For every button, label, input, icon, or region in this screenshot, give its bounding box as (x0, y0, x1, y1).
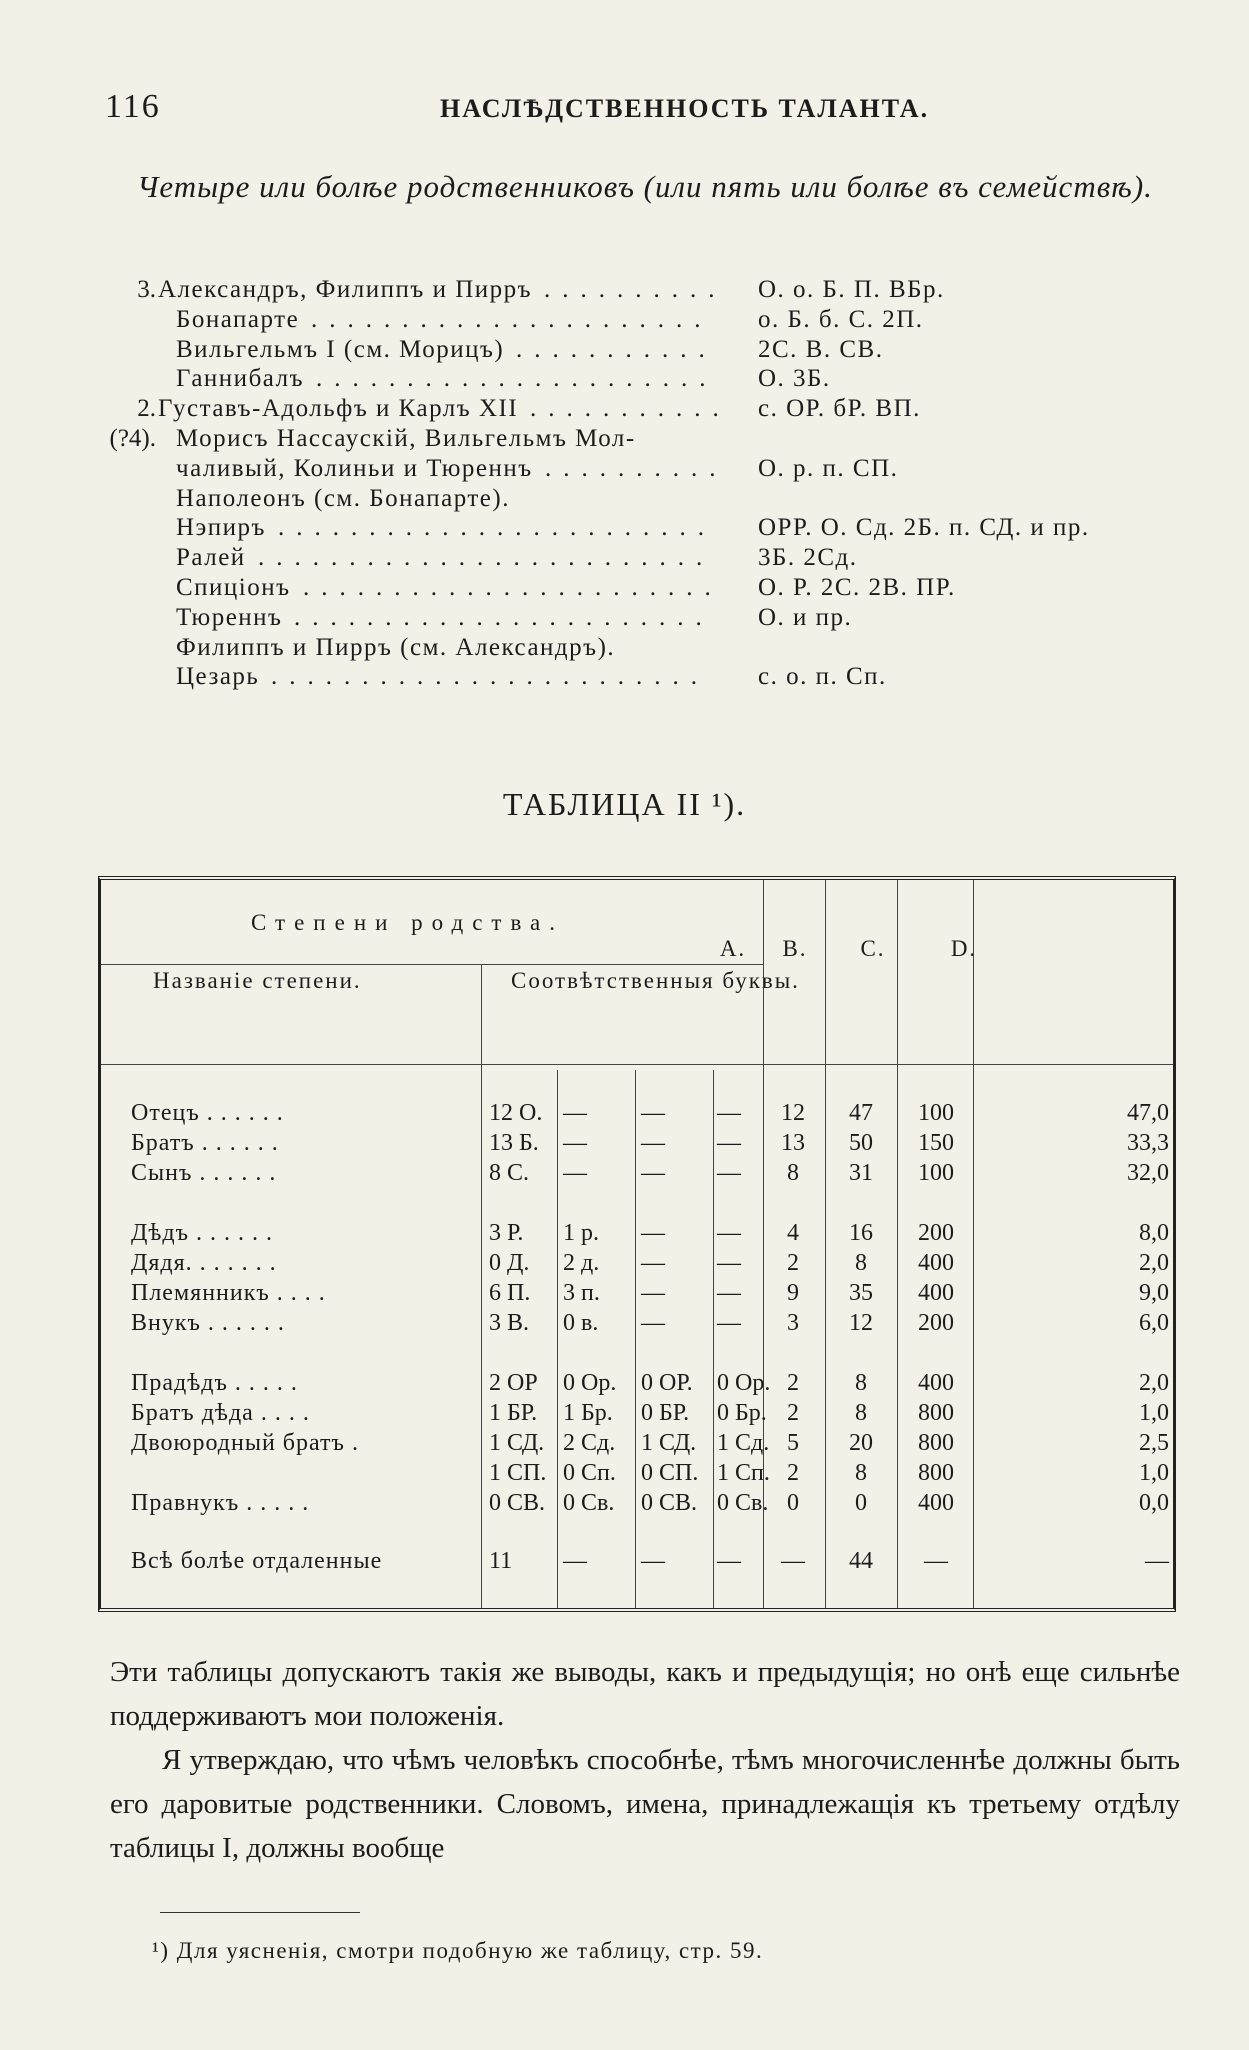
table-cell-c: 400 (918, 1370, 954, 1396)
entry-name: чаливый, Колиньи и Тюреннъ (176, 454, 533, 482)
table-cell-l1: 3 Р. (489, 1220, 524, 1246)
table-cell-l4: — (717, 1160, 741, 1186)
group-header: Степени родства. (251, 910, 564, 935)
table-cell-d: 2,0 (1139, 1370, 1169, 1396)
table-cell-l3: 0 СВ. (641, 1490, 698, 1516)
dot-leader: ........................ (271, 663, 709, 691)
table-cell-l1: 12 О. (489, 1100, 543, 1126)
table-cell-a: 4 (787, 1220, 799, 1246)
kinship-table (98, 876, 1176, 1612)
column-rule (635, 1070, 636, 1608)
table-cell-c: 400 (918, 1250, 954, 1276)
entry-number: 2. (137, 395, 156, 423)
table-cell-d: 9,0 (1139, 1280, 1169, 1306)
table-cell-l4: 0 Св. (717, 1490, 769, 1516)
table-cell-l4: — (717, 1100, 741, 1126)
table-cell-l2: 2 д. (563, 1250, 600, 1276)
dot-leader: ...................... (316, 365, 718, 393)
table-cell-l2: 1 р. (563, 1220, 599, 1246)
table-cell-l1: 0 Д. (489, 1250, 530, 1276)
table-cell-l4: 1 Сд. (717, 1430, 770, 1456)
table-cell-a: — (781, 1548, 805, 1574)
entry-row (0, 455, 1249, 485)
entry-row (0, 634, 1249, 664)
dot-leader: ...................... (311, 305, 713, 333)
table-cell-a: 2 (787, 1460, 799, 1486)
table-cell-c: 800 (918, 1460, 954, 1486)
table-cell-l1: 1 СД. (489, 1430, 545, 1456)
table-row-label: Всѣ болѣе отдаленные (131, 1548, 383, 1574)
entry-code: с. ОР. бР. ВП. (758, 395, 921, 423)
entry-row (0, 485, 1249, 515)
table-cell-b: 16 (849, 1220, 873, 1246)
header-rule (101, 1064, 1173, 1065)
table-cell-l3: 0 СП. (641, 1460, 699, 1486)
table-cell-l1: 1 СП. (489, 1460, 547, 1486)
table-cell-l4: — (717, 1220, 741, 1246)
table-cell-l3: — (641, 1220, 665, 1246)
table-cell-l2: 0 Сп. (563, 1460, 616, 1486)
table-cell-d: — (1145, 1548, 1169, 1574)
column-header-name: Названіе степени. (153, 968, 362, 993)
table-cell-l2: 0 Ор. (563, 1370, 617, 1396)
table-cell-d: 8,0 (1139, 1220, 1169, 1246)
table-row-label: Правнукъ . . . . . (131, 1490, 310, 1516)
column-header-d: D. (950, 936, 978, 961)
table-cell-l3: — (641, 1250, 665, 1276)
table-cell-d: 1,0 (1139, 1400, 1169, 1426)
table-cell-b: 35 (849, 1280, 873, 1306)
table-cell-l2: 3 п. (563, 1280, 600, 1306)
table-cell-l1: 3 В. (489, 1310, 530, 1336)
table-cell-b: 50 (849, 1130, 873, 1156)
paragraph-1: Эти таблицы допускаютъ такія же выводы, какъ и предыдущія; но онѣ еще сильнѣе поддерживаютъ мои положенія. (110, 1656, 1180, 1732)
table-cell-c: 400 (918, 1490, 954, 1516)
table-cell-c: 150 (918, 1130, 954, 1156)
entry-name: Густавъ-Адольфъ и Карлъ XII (158, 395, 519, 423)
table-cell-c: 800 (918, 1400, 954, 1426)
table-cell-l1: 8 С. (489, 1160, 530, 1186)
table-cell-l3: 1 СД. (641, 1430, 697, 1456)
table-cell-l4: 1 Сп. (717, 1460, 770, 1486)
table-cell-a: 5 (787, 1430, 799, 1456)
table-cell-l1: 2 ОР (489, 1370, 538, 1396)
table-cell-l1: 1 БР. (489, 1400, 538, 1426)
table-cell-b: 31 (849, 1160, 873, 1186)
table-cell-d: 1,0 (1139, 1460, 1169, 1486)
table-cell-b: 0 (855, 1490, 867, 1516)
table-cell-l4: — (717, 1280, 741, 1306)
table-cell-a: 8 (787, 1160, 799, 1186)
column-rule (897, 880, 898, 1608)
table-cell-d: 32,0 (1127, 1160, 1169, 1186)
table-cell-l1: 0 СВ. (489, 1490, 546, 1516)
entry-row (0, 574, 1249, 604)
table-cell-b: 12 (849, 1310, 873, 1336)
footnote: ¹) Для уясненія, смотри подобную же таблицу, стр. 59. (152, 1938, 764, 1963)
column-rule (825, 880, 826, 1608)
header-rule (101, 964, 763, 965)
table-cell-l1: 11 (489, 1548, 513, 1574)
table-cell-l3: — (641, 1130, 665, 1156)
column-header-b: B. (782, 936, 808, 961)
table-cell-a: 9 (787, 1280, 799, 1306)
table-cell-b: 47 (849, 1100, 873, 1126)
entry-name: Вильгельмъ I (см. Морицъ) (176, 335, 505, 363)
column-rule (481, 964, 482, 1608)
table-row-label: Племянникъ . . . . (131, 1280, 326, 1306)
column-rule (557, 1070, 558, 1608)
table-cell-c: 200 (918, 1220, 954, 1246)
table-cell-l2: — (563, 1160, 587, 1186)
dot-leader: ......................... (258, 544, 715, 572)
entry-code: о. Б. б. С. 2П. (758, 305, 924, 333)
table-cell-l2: — (563, 1100, 587, 1126)
entry-number: 3. (137, 276, 156, 303)
entry-code: О. и пр. (758, 603, 853, 631)
entry-row (0, 336, 1249, 366)
entry-name: Цезарь (176, 663, 260, 691)
entry-row (0, 604, 1249, 634)
table-cell-l2: — (563, 1548, 587, 1574)
table-cell-l1: 13 Б. (489, 1130, 539, 1156)
column-header-c: C. (860, 936, 886, 961)
column-rule (973, 880, 974, 1608)
table-cell-l3: — (641, 1548, 665, 1574)
dot-leader: .......... (545, 454, 728, 482)
table-row-label: Прадѣдъ . . . . . (131, 1370, 298, 1396)
entry-number: (?4). (109, 425, 156, 452)
table-cell-l2: 0 в. (563, 1310, 599, 1336)
entry-name: Нэпиръ (176, 514, 266, 542)
table-cell-c: 200 (918, 1310, 954, 1336)
dot-leader: ........... (530, 395, 731, 423)
entry-name: Спиціонъ (176, 574, 291, 601)
column-header-a: A. (719, 936, 747, 961)
dot-leader: ........... (516, 335, 717, 363)
table-cell-l2: 2 Сд. (563, 1430, 616, 1456)
table-cell-l1: 6 П. (489, 1280, 531, 1306)
entry-name: Ганнибалъ (176, 365, 305, 393)
table-caption: ТАБЛИЦА II ¹). (502, 786, 747, 822)
table-cell-l4: — (717, 1250, 741, 1276)
entry-name: Тюреннъ (176, 603, 283, 631)
table-cell-a: 3 (787, 1310, 799, 1336)
entry-name: Бонапарте (176, 305, 300, 333)
table-cell-l2: — (563, 1130, 587, 1156)
table-cell-c: 100 (918, 1160, 954, 1186)
footnote-rule (160, 1912, 360, 1913)
table-cell-c: — (924, 1548, 948, 1574)
entry-code: О. Р. 2С. 2В. ПР. (758, 574, 956, 601)
table-cell-c: 400 (918, 1280, 954, 1306)
table-row-label: Дѣдъ . . . . . . (131, 1220, 274, 1246)
table-row-label: Дядя. . . . . . . (131, 1250, 277, 1276)
table-row-label: Сынъ . . . . . . (131, 1160, 277, 1186)
page-number: 116 (105, 88, 161, 125)
table-cell-l3: — (641, 1310, 665, 1336)
table-cell-b: 8 (855, 1400, 867, 1426)
table-cell-l4: — (717, 1310, 741, 1336)
column-rule (713, 1070, 714, 1608)
dot-leader: ....................... (294, 603, 714, 631)
entry-code: О. р. п. СП. (758, 454, 899, 482)
section-heading: Четыре или болѣе родственниковъ (или пять или болѣе въ семействѣ). (137, 169, 1153, 204)
table-cell-a: 2 (787, 1370, 799, 1396)
table-cell-d: 33,3 (1127, 1130, 1169, 1156)
entry-row (0, 425, 1249, 455)
entry-code: О. 3Б. (758, 365, 831, 393)
entry-row (0, 544, 1249, 574)
table-cell-l3: — (641, 1280, 665, 1306)
table-row-label: Отецъ . . . . . . (131, 1100, 284, 1126)
table-cell-l3: — (641, 1100, 665, 1126)
entry-code: 3Б. 2Сд. (758, 544, 858, 572)
entry-row (0, 663, 1249, 693)
table-cell-l4: — (717, 1548, 741, 1574)
entry-row (0, 276, 1249, 306)
paragraph-2: Я утверждаю, что чѣмъ человѣкъ способнѣе, тѣмъ многочисленнѣе должны быть его даровитые родственники. Словомъ, имена, принадлежащія къ третьему отдѣлу таблицы I, должны вообще (110, 1744, 1180, 1864)
table-cell-l2: 0 Св. (563, 1490, 615, 1516)
table-cell-b: 8 (855, 1370, 867, 1396)
table-cell-b: 8 (855, 1460, 867, 1486)
entry-name: Ралей (176, 544, 246, 572)
table-cell-l4: 0 Бр. (717, 1400, 767, 1426)
entry-name: Наполеонъ (см. Бонапарте). (176, 484, 510, 512)
table-cell-a: 2 (787, 1400, 799, 1426)
table-cell-b: 44 (849, 1548, 873, 1574)
table-cell-a: 12 (781, 1100, 805, 1126)
table-cell-c: 800 (918, 1430, 954, 1456)
entry-code: ОРР. О. Сд. 2Б. п. СД. и пр. (758, 514, 1090, 542)
entry-code: с. о. п. Сп. (758, 663, 887, 691)
dot-leader: .......... (544, 276, 727, 303)
table-cell-l3: 0 ОР. (641, 1370, 693, 1396)
table-cell-a: 0 (787, 1490, 799, 1516)
running-title: НАСЛѢДСТВЕННОСТЬ ТАЛАНТА. (440, 94, 930, 123)
table-cell-d: 2,0 (1139, 1250, 1169, 1276)
table-cell-c: 100 (918, 1100, 954, 1126)
dot-leader: ........................ (278, 514, 716, 542)
table-cell-l4: 0 Ор. (717, 1370, 771, 1396)
table-cell-l2: 1 Бр. (563, 1400, 613, 1426)
entry-row (0, 365, 1249, 395)
page-header (0, 88, 1249, 128)
table-row-label: Братъ дѣда . . . . (131, 1400, 310, 1426)
table-cell-l3: — (641, 1160, 665, 1186)
entry-name: Морисъ Нассаускій, Вильгельмъ Мол- (176, 425, 636, 452)
table-cell-d: 6,0 (1139, 1310, 1169, 1336)
table-cell-a: 2 (787, 1250, 799, 1276)
entry-row (0, 395, 1249, 425)
table-cell-l3: 0 БР. (641, 1400, 690, 1426)
table-row-label: Братъ . . . . . . (131, 1130, 279, 1156)
entry-code: 2С. В. СВ. (758, 335, 884, 363)
entry-row (0, 514, 1249, 544)
table-cell-d: 47,0 (1127, 1100, 1169, 1126)
table-cell-b: 8 (855, 1250, 867, 1276)
table-cell-d: 0,0 (1139, 1490, 1169, 1516)
table-cell-d: 2,5 (1139, 1430, 1169, 1456)
entry-name: Александръ, Филиппъ и Пирръ (158, 276, 533, 303)
table-cell-a: 13 (781, 1130, 805, 1156)
table-cell-b: 20 (849, 1430, 873, 1456)
entry-name: Филиппъ и Пирръ (см. Александръ). (176, 633, 616, 661)
table-row-label: Внукъ . . . . . . (131, 1310, 285, 1336)
entry-row (0, 306, 1249, 336)
dot-leader: ....................... (303, 574, 723, 601)
column-header-letters: Соотвѣтственныя буквы. (511, 968, 800, 993)
entry-code: О. о. Б. П. ВБр. (758, 276, 945, 303)
table-cell-l4: — (717, 1130, 741, 1156)
table-row-label: Двоюродный братъ . (131, 1430, 359, 1456)
